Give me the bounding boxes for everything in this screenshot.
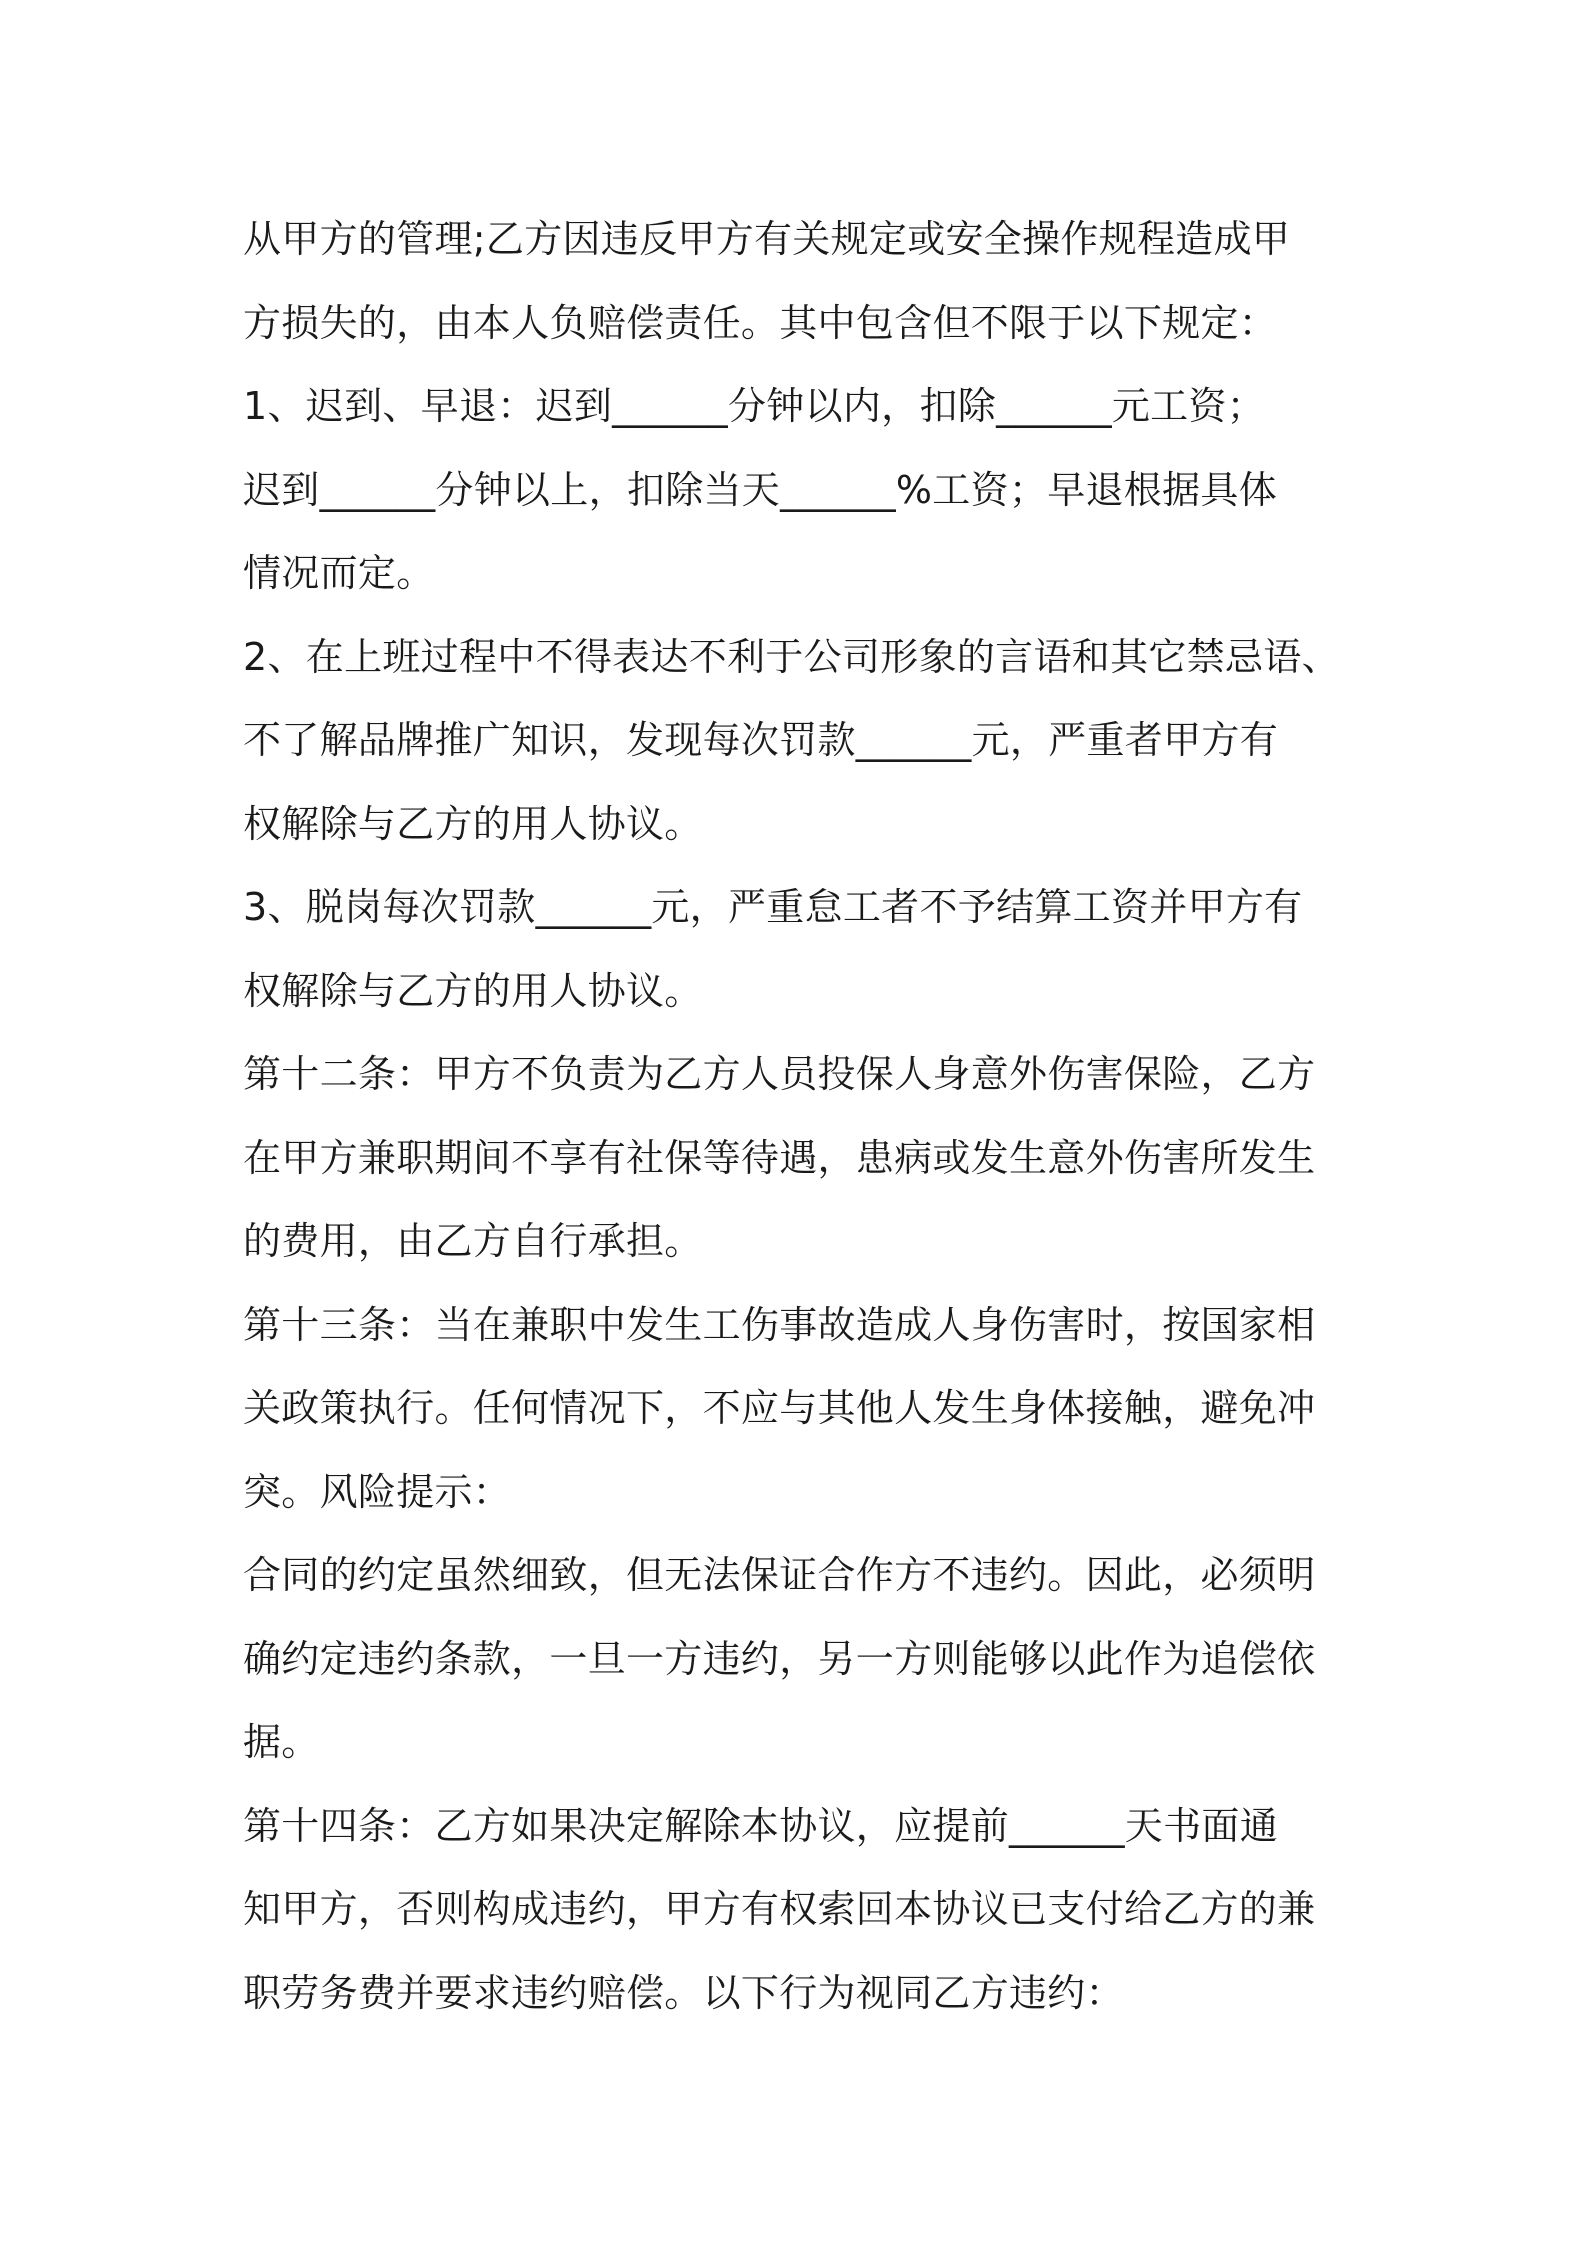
- text-line: 不了解品牌推广知识，发现每次罚款______元，严重者甲方有: [243, 718, 1279, 762]
- text-line: 1、迟到、早退：迟到______分钟以内，扣除______元工资；: [243, 384, 1266, 428]
- text-line: 在甲方兼职期间不享有社保等待遇，患病或发生意外伤害所发生: [243, 1135, 1316, 1180]
- text-line: 确约定违约条款，一旦一方违约，另一方则能够以此作为追偿依: [243, 1636, 1316, 1681]
- text-line: 职劳务费并要求违约赔偿。以下行为视同乙方违约：: [243, 1970, 1124, 2015]
- document-body: [243, 198, 1373, 2035]
- text-line: 情况而定。: [243, 551, 435, 595]
- text-line: 迟到______分钟以上，扣除当天______%工资；早退根据具体: [243, 467, 1278, 512]
- text-line: 第十三条：当在兼职中发生工伤事故造成人身伤害时，按国家相: [243, 1302, 1316, 1347]
- text-line: 3、脱岗每次罚款______元，严重怠工者不予结算工资并甲方有: [243, 885, 1303, 929]
- text-line: 第十二条：甲方不负责为乙方人员投保人身意外伤害保险，乙方: [243, 1052, 1316, 1096]
- text-line: 关政策执行。任何情况下，不应与其他人发生身体接触，避免冲: [243, 1386, 1316, 1430]
- text-line: 2、在上班过程中不得表达不利于公司形象的言语和其它禁忌语、: [243, 634, 1340, 679]
- text-line: 第十四条：乙方如果决定解除本协议，应提前______天书面通: [243, 1803, 1279, 1848]
- text-line: 合同的约定虽然细致，但无法保证合作方不违约。因此，必须明: [243, 1553, 1316, 1597]
- text-line: 权解除与乙方的用人协议。: [243, 801, 703, 846]
- text-line: 的费用，由乙方自行承担。: [243, 1219, 703, 1263]
- text-line: 从甲方的管理;乙方因违反甲方有关规定或安全操作规程造成甲: [243, 217, 1291, 261]
- text-line: 突。风险提示：: [243, 1469, 512, 1514]
- text-line: 知甲方，否则构成违约，甲方有权索回本协议已支付给乙方的兼: [243, 1887, 1316, 1931]
- text-line: 据。: [243, 1720, 320, 1764]
- text-line: 方损失的，由本人负赔偿责任。其中包含但不限于以下规定：: [243, 300, 1278, 345]
- text-line: 权解除与乙方的用人协议。: [243, 968, 703, 1013]
